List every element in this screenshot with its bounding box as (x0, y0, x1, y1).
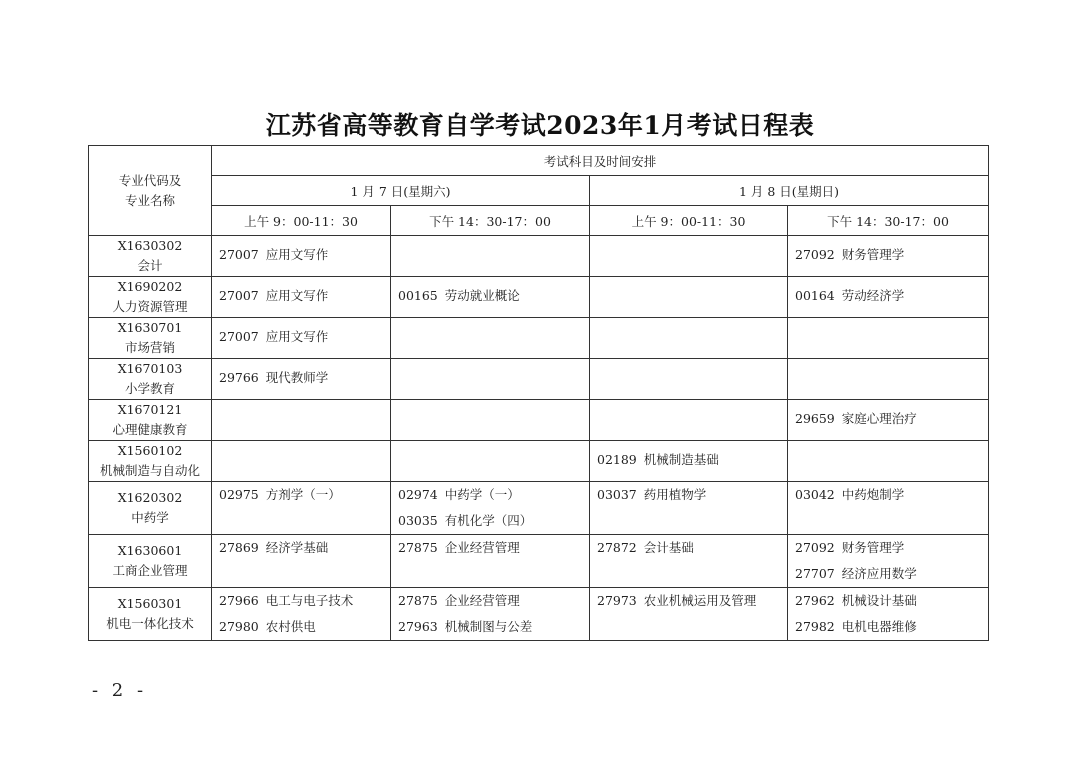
major-name: 中药学 (131, 510, 169, 525)
major-code: X1670121 (117, 402, 183, 417)
course-entry (398, 535, 589, 561)
course-name: 财务管理学 (841, 540, 905, 555)
document-title: 江苏省高等教育自学考试2023年1月考试日程表 (265, 111, 815, 140)
day-header: 1 月 8 日(星期日) (590, 176, 989, 206)
session-cell (590, 318, 788, 359)
course-entry (219, 588, 390, 614)
session-cell (212, 236, 391, 277)
course-code: 27007 (219, 288, 259, 303)
course-entry (398, 614, 589, 640)
course-code: 27963 (398, 619, 438, 634)
major-cell (89, 482, 212, 535)
course-name: 农业机械运用及管理 (643, 593, 757, 608)
table-row (89, 277, 989, 318)
course-code: 27007 (219, 329, 259, 344)
major-code: X1630601 (117, 543, 183, 558)
major-header-line1: 专业代码及 (118, 172, 182, 188)
session-cell (590, 535, 788, 588)
course-code: 27092 (795, 247, 835, 262)
course-entry (398, 508, 589, 534)
major-code: X1630701 (117, 320, 183, 335)
course-name: 财务管理学 (841, 247, 905, 262)
course-entry (219, 365, 390, 391)
course-name: 中药炮制学 (841, 487, 905, 502)
major-column-header (89, 146, 212, 236)
course-code: 29659 (795, 411, 835, 426)
session-cell (590, 400, 788, 441)
course-code: 27962 (795, 593, 835, 608)
major-code: X1620302 (117, 490, 183, 505)
major-cell (89, 588, 212, 641)
table-row (89, 441, 989, 482)
course-code: 03042 (795, 487, 835, 502)
course-code: 27973 (597, 593, 637, 608)
course-name: 药用植物学 (643, 487, 707, 502)
course-code: 03035 (398, 513, 438, 528)
session-cell (391, 318, 590, 359)
course-name: 应用文写作 (265, 288, 329, 303)
session-cell (590, 441, 788, 482)
session-cell (212, 359, 391, 400)
course-name: 机械制造基础 (643, 452, 719, 467)
major-cell (89, 277, 212, 318)
course-name: 劳动就业概论 (444, 288, 520, 303)
major-cell (89, 441, 212, 482)
course-code: 27875 (398, 540, 438, 555)
course-name: 应用文写作 (265, 247, 329, 262)
session-header: 上午 9：00-11：30 (212, 206, 391, 236)
session-cell (788, 588, 989, 641)
session-header: 上午 9：00-11：30 (590, 206, 788, 236)
course-name: 农村供电 (265, 619, 316, 634)
major-code: X1560301 (117, 596, 183, 611)
session-cell (212, 277, 391, 318)
course-name: 会计基础 (643, 540, 694, 555)
session-cell (788, 400, 989, 441)
table-row (89, 318, 989, 359)
course-name: 企业经营管理 (444, 540, 520, 555)
session-cell (391, 482, 590, 535)
course-code: 00165 (398, 288, 438, 303)
table-row (89, 535, 989, 588)
session-cell (590, 588, 788, 641)
session-cell (391, 236, 590, 277)
session-cell (590, 482, 788, 535)
course-entry (219, 535, 390, 561)
session-cell (391, 400, 590, 441)
session-cell (788, 318, 989, 359)
session-cell (788, 236, 989, 277)
course-name: 劳动经济学 (841, 288, 905, 303)
course-entry (795, 283, 988, 309)
major-code: X1670103 (117, 361, 183, 376)
course-entry (398, 482, 589, 508)
course-entry (219, 324, 390, 350)
major-cell (89, 318, 212, 359)
table-row (89, 359, 989, 400)
course-code: 27982 (795, 619, 835, 634)
session-cell (212, 441, 391, 482)
session-cell (212, 482, 391, 535)
course-code: 03037 (597, 487, 637, 502)
course-name: 应用文写作 (265, 329, 329, 344)
session-cell (590, 359, 788, 400)
course-name: 电工与电子技术 (265, 593, 354, 608)
major-name: 市场营销 (124, 340, 175, 355)
major-name: 人力资源管理 (112, 299, 188, 314)
session-cell (391, 535, 590, 588)
course-entry (795, 614, 988, 640)
course-code: 27872 (597, 540, 637, 555)
table-row (89, 588, 989, 641)
course-code: 00164 (795, 288, 835, 303)
course-name: 机械制图与公差 (444, 619, 533, 634)
major-name: 会计 (137, 258, 163, 273)
course-code: 02189 (597, 452, 637, 467)
session-cell (788, 535, 989, 588)
course-code: 27092 (795, 540, 835, 555)
major-name: 小学教育 (124, 381, 175, 396)
day-header: 1 月 7 日(星期六) (212, 176, 590, 206)
course-code: 02974 (398, 487, 438, 502)
course-name: 现代教师学 (265, 370, 329, 385)
session-cell (788, 277, 989, 318)
major-name: 机电一体化技术 (106, 616, 194, 631)
table-row (89, 482, 989, 535)
course-name: 中药学（一） (444, 487, 520, 502)
course-entry (398, 283, 589, 309)
course-code: 02975 (219, 487, 259, 502)
session-cell (391, 359, 590, 400)
page-number: - 2 - (92, 680, 148, 701)
table-row (89, 400, 989, 441)
course-entry (795, 535, 988, 561)
course-name: 有机化学（四） (444, 513, 533, 528)
major-cell (89, 359, 212, 400)
course-code: 27707 (795, 566, 835, 581)
course-entry (795, 588, 988, 614)
session-header: 下午 14：30-17：00 (788, 206, 989, 236)
course-code: 27966 (219, 593, 259, 608)
major-name: 工商企业管理 (112, 563, 188, 578)
major-cell (89, 535, 212, 588)
course-entry (795, 406, 988, 432)
session-cell (391, 277, 590, 318)
major-name: 机械制造与自动化 (99, 463, 200, 478)
session-cell (590, 277, 788, 318)
major-name: 心理健康教育 (112, 422, 188, 437)
course-code: 27007 (219, 247, 259, 262)
course-name: 经济学基础 (265, 540, 329, 555)
course-entry (597, 535, 787, 561)
course-name: 经济应用数学 (841, 566, 917, 581)
session-cell (391, 441, 590, 482)
course-code: 27875 (398, 593, 438, 608)
course-entry (219, 242, 390, 268)
course-entry (219, 614, 390, 640)
course-entry (597, 588, 787, 614)
schedule-header: 考试科目及时间安排 (212, 146, 989, 176)
course-entry (795, 242, 988, 268)
major-code: X1560102 (117, 443, 183, 458)
course-entry (219, 482, 390, 508)
course-entry (597, 447, 787, 473)
session-cell (212, 318, 391, 359)
session-header: 下午 14：30-17：00 (391, 206, 590, 236)
table-row (89, 236, 989, 277)
course-name: 方剂学（一） (265, 487, 341, 502)
major-code: X1690202 (117, 279, 183, 294)
exam-schedule-table (88, 145, 989, 641)
session-cell (212, 400, 391, 441)
course-code: 29766 (219, 370, 259, 385)
course-entry (795, 482, 988, 508)
major-header-line2: 专业名称 (124, 192, 175, 208)
session-cell (788, 482, 989, 535)
course-entry (219, 283, 390, 309)
session-cell (788, 359, 989, 400)
session-cell (788, 441, 989, 482)
session-cell (391, 588, 590, 641)
course-entry (597, 482, 787, 508)
major-code: X1630302 (117, 238, 183, 253)
course-name: 机械设计基础 (841, 593, 917, 608)
session-cell (212, 588, 391, 641)
course-code: 27869 (219, 540, 259, 555)
course-code: 27980 (219, 619, 259, 634)
course-name: 电机电器维修 (841, 619, 917, 634)
major-cell (89, 400, 212, 441)
session-cell (212, 535, 391, 588)
course-name: 企业经营管理 (444, 593, 520, 608)
course-name: 家庭心理治疗 (841, 411, 917, 426)
session-cell (590, 236, 788, 277)
course-entry (398, 588, 589, 614)
course-entry (795, 561, 988, 587)
major-cell (89, 236, 212, 277)
